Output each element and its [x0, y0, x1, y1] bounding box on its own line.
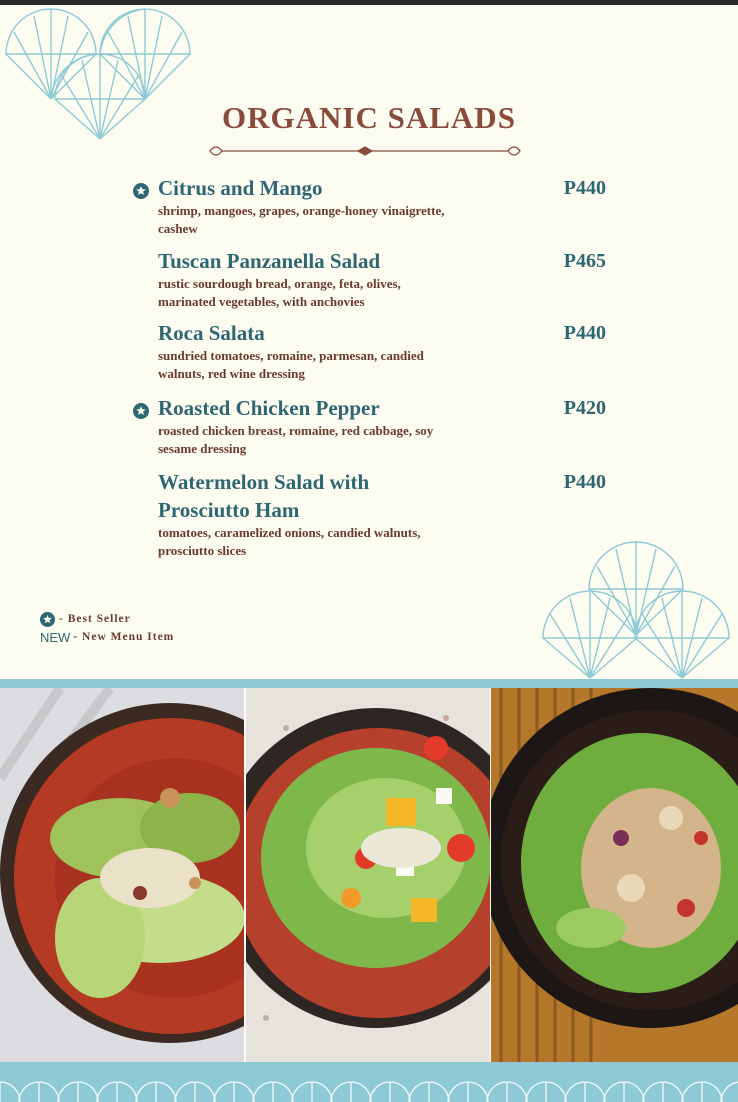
divider-band [0, 679, 738, 688]
item-description: roasted chicken breast, romaine, red cabbage, soy sesame dressing [158, 423, 434, 456]
title-divider [208, 142, 522, 162]
star-in-circle-icon [133, 183, 149, 199]
salad-photos [0, 688, 738, 1062]
item-description: rustic sourdough bread, orange, feta, olives, marinated vegetables, with anchovies [158, 276, 401, 309]
salad-photo-roca [0, 688, 244, 1062]
item-name: Watermelon Salad with Prosciutto Ham [158, 470, 370, 522]
legend-best-seller: - Best Seller [40, 610, 174, 628]
item-name: Tuscan Panzanella Salad [158, 249, 381, 273]
item-description: shrimp, mangoes, grapes, orange-honey vinaigrette, cashew [158, 203, 445, 236]
legend-new-item: NEW - New Menu Item [40, 629, 175, 645]
legend [40, 610, 174, 646]
salad-photo-citrus-mango [246, 688, 490, 1062]
star-in-circle-icon [40, 612, 55, 627]
item-name: Roasted Chicken Pepper [158, 396, 380, 420]
art-deco-fan-icon [540, 540, 732, 680]
item-price: P440 [563, 471, 606, 493]
item-description: sundried tomatoes, romaine, parmesan, candied walnuts, red wine dressing [158, 348, 424, 381]
item-description: tomatoes, caramelized onions, candied walnuts, prosciutto slices [158, 525, 421, 558]
star-in-circle-icon [133, 403, 149, 419]
item-price: P440 [563, 322, 606, 344]
item-price: P465 [563, 250, 606, 272]
new-tag: NEW [40, 629, 71, 645]
item-name: Citrus and Mango [158, 176, 323, 200]
page-title: ORGANIC SALADS [222, 100, 516, 135]
item-price: P420 [563, 397, 606, 419]
bottom-fan-band [0, 1062, 738, 1102]
salad-photo-roasted-chicken [491, 688, 738, 1062]
item-price: P440 [563, 177, 606, 199]
item-name: Roca Salata [158, 321, 265, 345]
